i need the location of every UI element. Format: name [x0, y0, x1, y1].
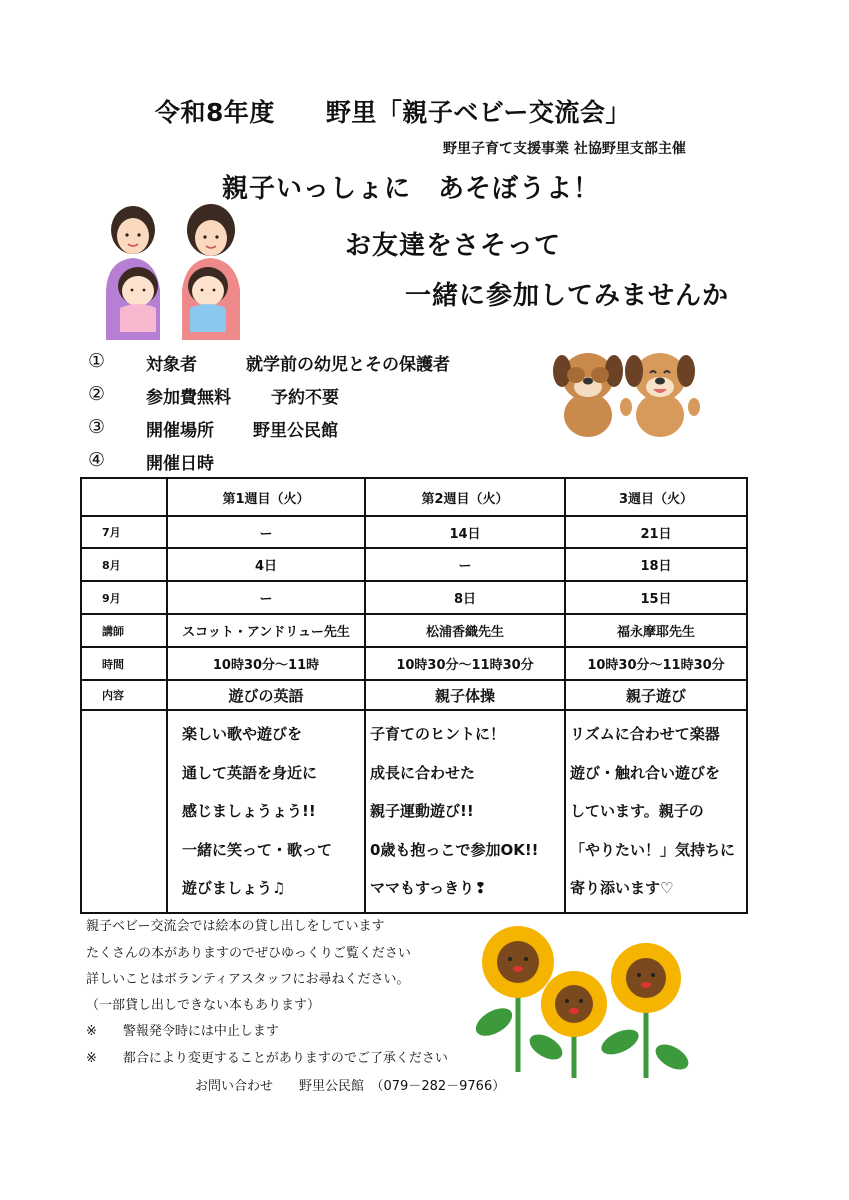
dogs-illustration [552, 345, 702, 437]
table-cell: 10時30分～11時30分 [365, 647, 565, 680]
info-number: ① [88, 350, 106, 372]
sunflowers-illustration [470, 922, 692, 1080]
row-label: 8月 [81, 548, 167, 581]
note-line: ※ 警報発令時には中止します [86, 1024, 279, 1039]
info-row-place [88, 416, 338, 441]
table-cell: 親子遊び [565, 680, 747, 710]
table-header-row [81, 478, 747, 516]
table-row [81, 548, 747, 581]
catchphrase-line-2: お友達をさそって [345, 231, 562, 261]
table-header-cell: 3週目（火） [565, 478, 747, 516]
info-value: 野里公民館 [253, 421, 338, 441]
table-row [81, 614, 747, 647]
table-cell: 遊びの英語 [167, 680, 365, 710]
info-row-fee [88, 383, 339, 408]
schedule-table [80, 477, 748, 914]
row-label: 9月 [81, 581, 167, 614]
note-line: 詳しいことはボランティアスタッフにお尋ねください。 [86, 972, 410, 987]
info-label: 対象者 [146, 355, 197, 375]
description-play: リズムに合わせて楽器 遊び・触れ合い遊びを しています。親子の 「やりたい！」気持ちに 寄り添います♡ [565, 710, 747, 913]
table-cell: 福永摩耶先生 [565, 614, 747, 647]
table-row [81, 680, 747, 710]
info-number: ② [88, 383, 106, 405]
row-label: 講師 [81, 614, 167, 647]
table-row [81, 647, 747, 680]
page-title: 令和8年度 野里「親子ベビー交流会」 [155, 98, 631, 127]
info-row-target [88, 350, 450, 375]
note-line: 親子ベビー交流会では絵本の貸し出しをしています [86, 919, 385, 934]
table-cell: スコット・アンドリュー先生 [167, 614, 365, 647]
mothers-with-babies-illustration [98, 200, 248, 342]
table-header-cell: 第1週目（火） [167, 478, 365, 516]
table-cell: 15日 [565, 581, 747, 614]
info-value: 予約不要 [271, 388, 339, 408]
table-cell: ー [365, 548, 565, 581]
table-cell: 親子体操 [365, 680, 565, 710]
table-cell: 18日 [565, 548, 747, 581]
info-value: 就学前の幼児とその保護者 [246, 355, 450, 375]
note-line: （一部貸し出しできない本もあります） [86, 998, 321, 1013]
info-number: ④ [88, 449, 106, 471]
info-label: 参加費無料 [146, 388, 231, 408]
table-description-row [81, 710, 747, 913]
organizer-text: 野里子育て支援事業 社協野里支部主催 [443, 141, 686, 157]
row-label: 7月 [81, 516, 167, 548]
table-cell: ー [167, 581, 365, 614]
note-line: たくさんの本がありますのでぜひゆっくりご覧ください [86, 946, 411, 961]
info-row-datetime [88, 449, 246, 474]
table-cell: 10時30分～11時 [167, 647, 365, 680]
table-header-cell: 第2週目（火） [365, 478, 565, 516]
table-row [81, 581, 747, 614]
table-header-cell [81, 478, 167, 516]
table-cell: ー [167, 516, 365, 548]
table-cell: 21日 [565, 516, 747, 548]
row-label [81, 710, 167, 913]
info-label: 開催場所 [146, 421, 214, 441]
row-label: 内容 [81, 680, 167, 710]
table-cell: 8日 [365, 581, 565, 614]
contact-info: お問い合わせ 野里公民館 （079－282－9766） [195, 1079, 506, 1094]
description-english: 楽しい歌や遊びを 通して英語を身近に 感じましょうょう!! 一緒に笑って・歌って 遊びましょう♫ [167, 710, 365, 913]
table-cell: 松浦香織先生 [365, 614, 565, 647]
row-label: 時間 [81, 647, 167, 680]
table-cell: 10時30分～11時30分 [565, 647, 747, 680]
catchphrase-line-1: 親子いっしょに あそぼうよ！ [222, 174, 601, 204]
note-line: ※ 都合により変更することがありますのでご了承ください [86, 1051, 448, 1066]
info-number: ③ [88, 416, 106, 438]
catchphrase-line-3: 一緒に参加してみませんか [405, 281, 730, 311]
info-label: 開催日時 [146, 454, 214, 474]
description-exercise: 子育てのヒントに！ 成長に合わせた 親子運動遊び!! 0歳も抱っこで参加OK!! ママもすっきり❢ [365, 710, 565, 913]
table-row [81, 516, 747, 548]
table-cell: 14日 [365, 516, 565, 548]
table-cell: 4日 [167, 548, 365, 581]
